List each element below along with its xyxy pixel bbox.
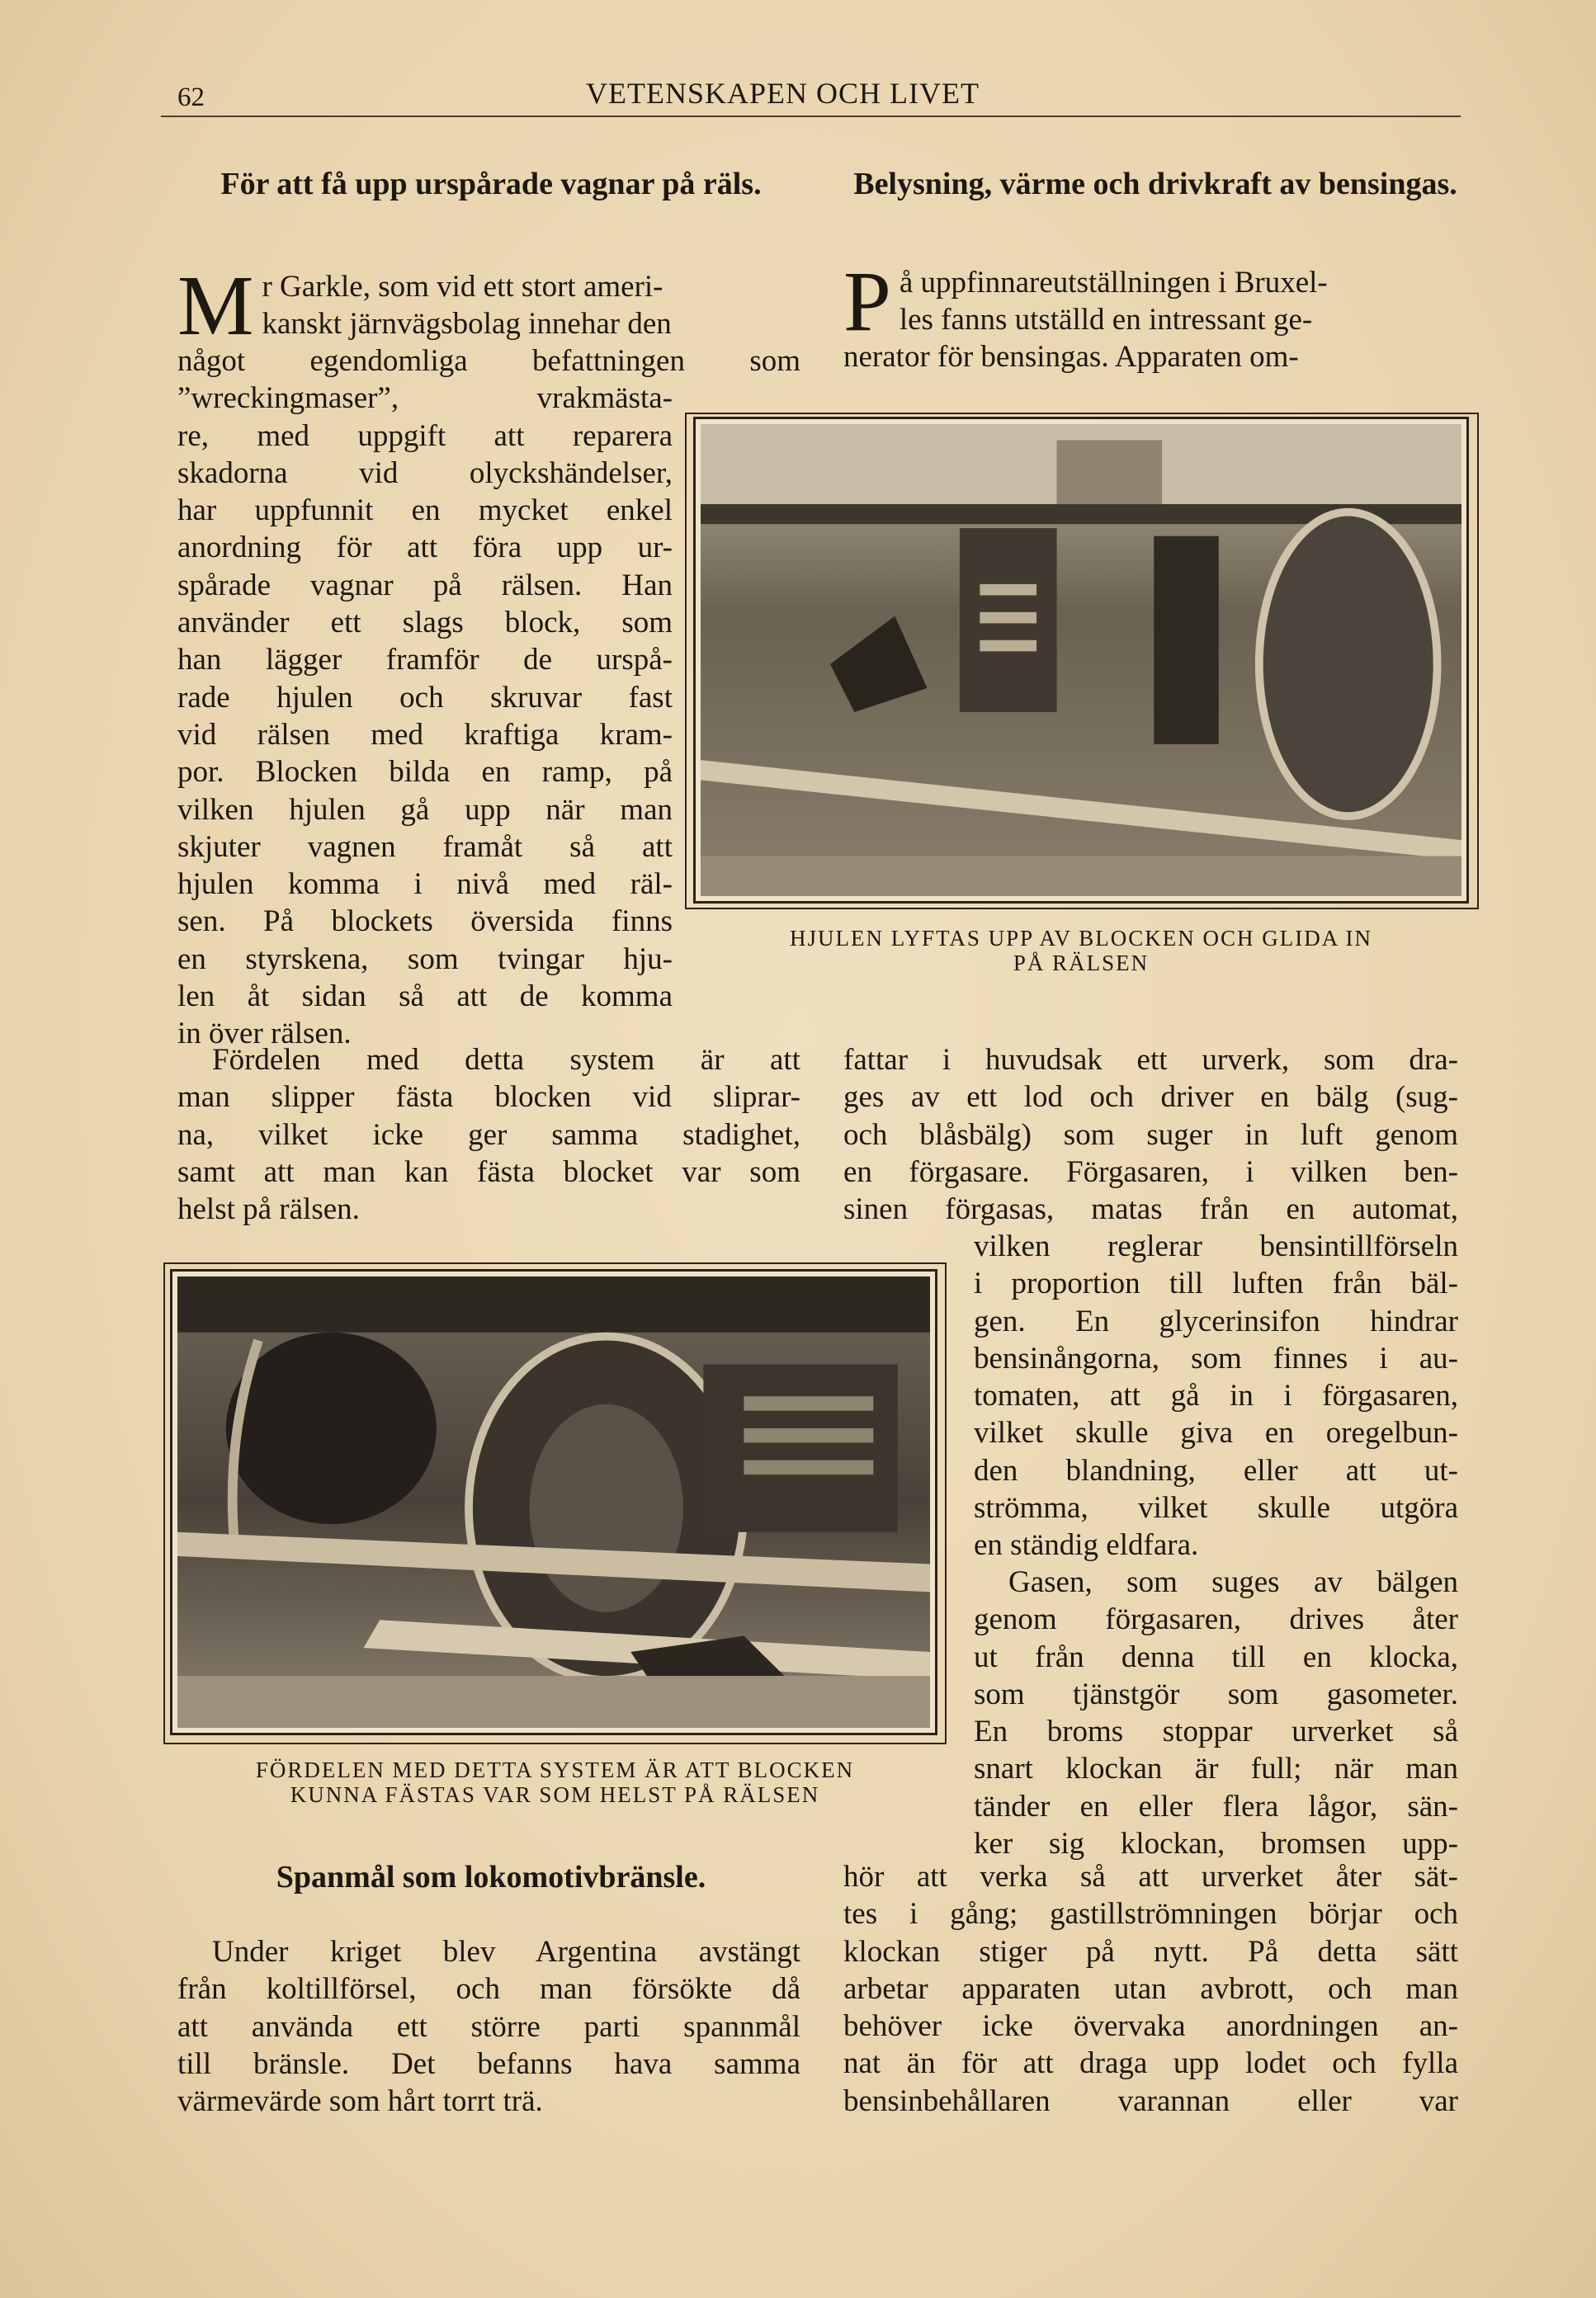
article2-wide-lines (843, 1858, 1458, 2120)
article1-line: vilken hjulen gå upp när man (177, 792, 673, 827)
article1-line: hjulen komma i nivå med räl- (177, 867, 673, 902)
article1-paragraph-2 (177, 1041, 800, 1228)
article2-narrow-line: i proportion till luften från bäl- (974, 1267, 1458, 1301)
article2-wide-line: arbetar apparaten utan avbrott, och man (843, 1971, 1458, 2006)
article1-line: spårade vagnar på rälsen. Han (177, 568, 673, 602)
figure2-caption (161, 1758, 949, 1807)
article2-col-line: och blåsbälg) som suger in luft genom (843, 1117, 1458, 1152)
article3-line: att använda ett större parti spannmål (177, 2009, 800, 2044)
article2-narrow-line: tomaten, att gå in i förgasaren, (974, 1379, 1458, 1413)
article1-line: sen. På blockets översida finns (177, 904, 673, 939)
article2-narrow2-line: ker sig klockan, bromsen upp- (974, 1827, 1458, 1862)
figure2-caption-line-1: FÖRDELEN MED DETTA SYSTEM ÄR ATT BLOCKEN (255, 1758, 855, 1782)
article1-line: vid rälsen med kraftiga kram- (177, 717, 673, 752)
article2-intro-line-2: les fanns utställd en intressant ge- (899, 303, 1313, 337)
railcar-wheels-block-image (701, 424, 1461, 896)
figure1-caption (677, 926, 1485, 975)
article2-narrow-lines (974, 1228, 1458, 1564)
article2-narrow2-line: En broms stoppar urverket så (974, 1715, 1458, 1749)
article3-line: till bränsle. Det befanns hava samma (177, 2046, 800, 2081)
article1-para2-line: na, vilket icke ger samma stadighet, (177, 1117, 800, 1152)
article1-para2-line: Fördelen med detta system är att (212, 1043, 800, 1077)
article1-line: re, med uppgift att reparera (177, 418, 673, 453)
article2-col-line: sinen förgasas, matas från en automat, (843, 1192, 1458, 1227)
article1-para2-line: man slipper fästa blocken vid sliprar- (177, 1080, 800, 1115)
article2-narrow-line: gen. En glycerinsifon hindrar (974, 1304, 1458, 1338)
article2-wide-line: tes i gång; gastillströmningen börjar och (843, 1897, 1458, 1932)
article1-line: in över rälsen. (177, 1017, 352, 1051)
figure1-caption-line-2: PÅ RÄLSEN (1013, 951, 1150, 975)
article1-intro-line-1: r Garkle, som vid ett stort ameri- (262, 270, 663, 304)
article2-heading: Belysning, värme och drivkraft av bensingas. (853, 167, 1457, 201)
article3-heading: Spanmål som lokomotivbränsle. (276, 1860, 706, 1895)
article2-narrow-line: vilket skulle giva en oregelbun- (974, 1416, 1458, 1451)
article2-narrow2-line: genom förgasaren, drives åter (974, 1602, 1458, 1637)
article2-narrow-line: den blandning, eller att ut- (974, 1453, 1458, 1488)
article2-intro-line-1: å uppfinnareutställningen i Bruxel- (899, 266, 1328, 300)
dropcap-p: P (843, 254, 891, 349)
article2-narrow-line: en ständig eldfara. (974, 1528, 1199, 1563)
article3-line: värmevärde som hårt torrt trä. (177, 2084, 543, 2119)
article1-line: anordning för att föra upp ur- (177, 531, 673, 565)
article2-intro (843, 254, 1458, 349)
article1-line: skjuter vagnen framåt så att (177, 829, 673, 864)
article1-intro (177, 258, 800, 353)
article2-col-line: en förgasare. Förgasaren, i vilken ben- (843, 1154, 1458, 1189)
article2-narrow-line: bensinångorna, som finnes i au- (974, 1341, 1458, 1375)
figure2-photo (170, 1269, 937, 1735)
article2-narrow2-line: som tjänstgör som gasometer. (974, 1677, 1458, 1711)
railcar-wheel-on-block-image (177, 1276, 930, 1728)
article2-wide-line: nat än för att draga upp lodet och fylla (843, 2046, 1458, 2081)
article3-line: från koltillförsel, och man försökte då (177, 1972, 800, 2007)
header-rule (161, 116, 1461, 117)
article2-narrow-line: strömma, vilket skulle utgöra (974, 1491, 1458, 1526)
article3-body (177, 1933, 800, 2120)
article1-intro-line-2: kanskt järnvägsbolag innehar den (262, 307, 672, 342)
article1-para2-line: samt att man kan fästa blocket var som (177, 1154, 800, 1189)
article2-col-line: fattar i huvudsak ett urverk, som dra- (843, 1043, 1458, 1077)
figure2-caption-line-2: KUNNA FÄSTAS VAR SOM HELST PÅ RÄLSEN (290, 1782, 820, 1807)
article1-line: ”wreckingmaser”, vrakmästa- (177, 381, 673, 416)
article2-narrow-paragraph-2 (974, 1564, 1458, 1862)
article1-para2-line: helst på rälsen. (177, 1192, 360, 1227)
figure1-caption-line-1: HJULEN LYFTAS UPP AV BLOCKEN OCH GLIDA IN (790, 926, 1372, 951)
article2-narrow2-line: Gasen, som suges av bälgen (1008, 1565, 1458, 1599)
dropcap-m: M (177, 258, 254, 353)
article2-narrow2-line: tänder en eller flera lågor, sän- (974, 1789, 1458, 1824)
article1-line: por. Blocken bilda en ramp, på (177, 755, 673, 790)
article1-line: något egendomliga befattningen som (177, 344, 800, 378)
figure1-photo (693, 417, 1469, 904)
article3-line: Under kriget blev Argentina avstängt (212, 1935, 800, 1969)
article2-narrow2-line: snart klockan är full; när man (974, 1752, 1458, 1786)
article1-line: har uppfunnit en mycket enkel (177, 493, 673, 528)
article2-column-lines (843, 1041, 1458, 1228)
article1-line: en styrskena, som tvingar hju- (177, 941, 673, 976)
article2-wide-line: klockan stiger på nytt. På detta sätt (843, 1934, 1458, 1969)
article1-line: skadorna vid olyckshändelser, (177, 455, 673, 490)
article2-wide-line: hör att verka så att urverket åter sät- (843, 1860, 1458, 1894)
article2-line-3: nerator för bensingas. Apparaten om- (843, 340, 1299, 374)
article1-heading: För att få upp urspårade vagnar på räls. (220, 167, 762, 201)
article1-line: len åt sidan så att de komma (177, 979, 673, 1014)
article1-line: rade hjulen och skruvar fast (177, 680, 673, 715)
article2-wide-line: behöver icke övervaka anordningen an- (843, 2009, 1458, 2044)
article1-line: han lägger framför de urspå- (177, 643, 673, 677)
article2-col-line: ges av ett lod och driver en bälg (sug- (843, 1080, 1458, 1115)
article2-wide-line: bensinbehållaren varannan eller var (843, 2083, 1458, 2118)
article1-line: använder ett slags block, som (177, 606, 673, 640)
page-number: 62 (177, 83, 205, 112)
article2-narrow-line: vilken reglerar bensintillförseln (974, 1229, 1458, 1263)
running-title: VETENSKAPEN OCH LIVET (586, 77, 980, 110)
article2-narrow2-line: ut från denna till en klocka, (974, 1640, 1458, 1674)
